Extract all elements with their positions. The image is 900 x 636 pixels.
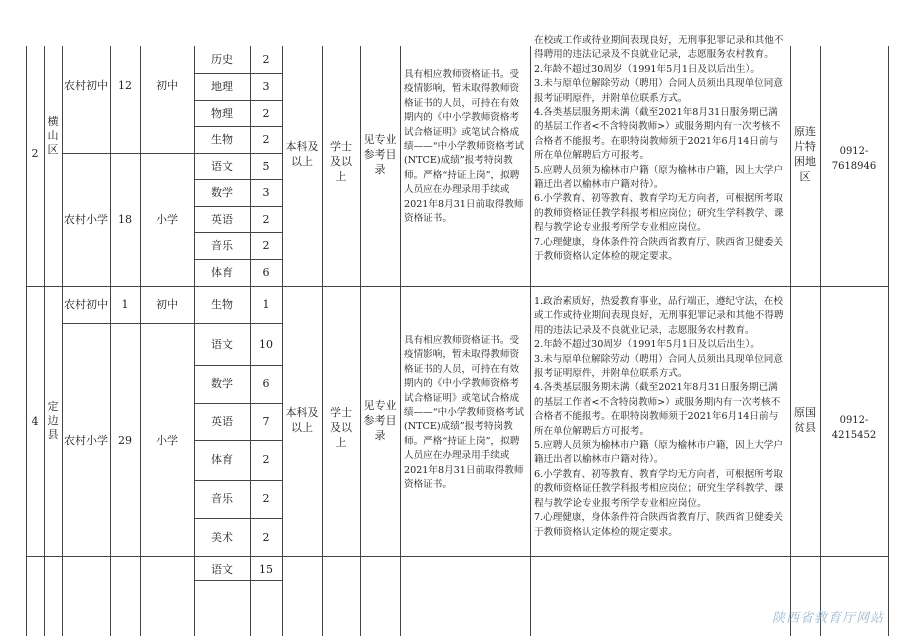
subject-count: 2 <box>262 213 270 226</box>
subject-name: 体育 <box>211 453 233 466</box>
subject-name: 物理 <box>211 107 233 120</box>
subject-name: 语文 <box>211 160 233 173</box>
subject-count: 6 <box>262 266 270 279</box>
condition-item: 2.年龄不超过30周岁（1991年5月1日及以后出生）。 <box>534 63 760 75</box>
school-type: 农村小学 <box>64 213 108 226</box>
condition-item: 3.未与原单位解除劳动（聘用）合同人员须出具现单位同意报考证明原件，并附单位联系方式。 <box>534 353 783 380</box>
school-level: 小学 <box>156 434 178 447</box>
subject-count: 2 <box>262 492 270 505</box>
subject-count: 2 <box>262 133 270 146</box>
condition-item: 3.未与原单位解除劳动（聘用）合同人员须出具现单位同意报考证明原件，并附单位联系方式。 <box>534 78 783 104</box>
subject-count: 2 <box>262 531 270 544</box>
subject-name: 生物 <box>211 133 233 146</box>
subject-name: 语文 <box>211 563 233 576</box>
subject-count: 5 <box>262 160 270 173</box>
subject-name: 音乐 <box>211 492 233 505</box>
school-level: 初中 <box>156 79 178 92</box>
county-name: 定边县 <box>47 400 59 441</box>
subject-count: 3 <box>262 80 270 93</box>
contact-phone: 0912-4215452 <box>831 415 877 441</box>
education-requirement: 本科及以上 <box>285 140 319 168</box>
subject-name: 英语 <box>211 415 233 428</box>
condition-item: 7.心理健康，身体条件符合陕西省教育厅、陕西省卫健委关于教师资格认定体检的规定要求。 <box>534 236 783 263</box>
school-count: 18 <box>118 213 132 226</box>
subject-count: 2 <box>262 53 270 66</box>
site-watermark: 陕西省教育厅网站 <box>771 611 884 626</box>
school-type: 农村小学 <box>64 434 108 447</box>
school-level: 初中 <box>156 298 178 311</box>
condition-item: 2.年龄不超过30周岁（1991年5月1日及以后出生）。 <box>534 339 760 351</box>
condition-item: 5.应聘人员须为榆林市户籍（原为榆林市户籍，因上大学户籍迁出者以榆林市户籍对待）。 <box>534 440 783 466</box>
subject-name: 语文 <box>211 338 233 351</box>
condition-item: 6.小学教育、初等教育、教育学均无方向者，可根据所考取的教师资格证任教学科报考相应岗位；研究生学科教学、课程与教学论专业报考所学专业相应岗位。 <box>534 468 784 509</box>
subject-count: 3 <box>262 186 270 199</box>
school-count: 29 <box>118 434 132 447</box>
subject-count: 2 <box>262 239 270 252</box>
condition-item: 6.小学教育、初等教育、教育学均无方向者，可根据所考取的教师资格证任教学科报考相应岗位；研究生学科教学、课程与教学论专业报考所学专业相应岗位。 <box>534 193 784 234</box>
conditions-list <box>534 295 786 540</box>
condition-item: 5.应聘人员须为榆林市户籍（原为榆林市户籍，因上大学户籍迁出者以榆林市户籍对待）。 <box>534 164 783 191</box>
row-index: 2 <box>31 147 39 160</box>
school-type: 农村初中 <box>64 298 108 311</box>
subject-name: 英语 <box>211 213 233 226</box>
qualification-text: 具有相应教师资格证书。受疫情影响，暂未取得教师资格证书的人员，可持在有效期内的《中小学教师资格考试合格证明》或笔试合格成绩——“中小学教师资格考试(NTCE)成绩”报考特岗教师。严格“持证上岗”，拟聘人员应在办理录用手续或2021年8月31日前取得教师资格证书。 <box>404 69 525 225</box>
subject-name: 美术 <box>211 531 233 544</box>
education-requirement: 本科及以上 <box>285 406 319 434</box>
condition-item: 4.各类基层服务期未满（截至2021年8月31日服务期已满的基层工作者<不含特岗教师>）或服务期内有一次考核不合格者不能报考。在职特岗教师须于2021年6月14日前与所在单位解聘后方可报考。 <box>534 382 781 437</box>
county-name: 横山区 <box>47 115 59 156</box>
school-level: 小学 <box>156 213 178 226</box>
conditions-list <box>534 34 786 265</box>
subject-name: 数学 <box>211 186 233 199</box>
qualification-text: 具有相应教师资格证书。受疫情影响，暂未取得教师资格证书的人员，可持在有效期内的《中小学教师资格考试合格证明》或笔试合格成绩——“中小学教师资格考试(NTCE)成绩”报考特岗教师。严格“持证上岗”，拟聘人员应在办理录用手续或2021年8月31日前取得教师资格证书。 <box>404 335 525 491</box>
subject-name: 生物 <box>211 298 233 311</box>
subject-name: 地理 <box>211 80 233 93</box>
subject-count: 2 <box>262 453 270 466</box>
condition-item: 1.政治素质好，热爱教育事业，品行端正，遵纪守法，在校或工作或待业期间表现良好，无刑事犯罪记录和其他不得聘用的违法记录及不良就业记录，志愿服务农村教育。 <box>534 296 784 336</box>
subject-name: 历史 <box>211 53 233 66</box>
degree-requirement: 学士及以上 <box>330 140 352 183</box>
subject-name: 数学 <box>211 377 233 390</box>
subject-name: 音乐 <box>211 239 233 252</box>
condition-item: 4.各类基层服务期未满（截至2021年8月31日服务期已满的基层工作者<不含特岗教师>）或服务期内有一次考核不合格者不能报考。在职特岗教师须于2021年6月14日前与所在单位解聘后方可报考。 <box>534 107 781 162</box>
subject-count: 7 <box>262 415 270 428</box>
subject-count: 10 <box>259 338 273 351</box>
school-count: 12 <box>118 79 132 92</box>
major-requirement: 见专业参考目录 <box>363 399 397 442</box>
degree-requirement: 学士及以上 <box>330 406 352 449</box>
area-type: 原国贫县 <box>794 406 816 434</box>
subject-count: 15 <box>259 563 273 576</box>
contact-phone: 0912-7618946 <box>831 146 877 172</box>
subject-count: 2 <box>262 107 270 120</box>
school-type: 农村初中 <box>64 79 108 92</box>
condition-item: 7.心理健康，身体条件符合陕西省教育厅、陕西省卫健委关于教师资格认定体检的规定要求。 <box>534 512 783 538</box>
subject-count: 1 <box>262 298 270 311</box>
area-type: 原连片特困地区 <box>794 125 816 183</box>
row-index: 4 <box>31 415 39 428</box>
school-count: 1 <box>121 298 129 311</box>
major-requirement: 见专业参考目录 <box>363 133 397 176</box>
subject-count: 6 <box>262 377 270 390</box>
subject-name: 体育 <box>211 266 233 279</box>
condition-item: 在校或工作或待业期间表现良好，无刑事犯罪记录和其他不得聘用的违法记录及不良就业记录，志愿服务农村教育。 <box>534 35 784 61</box>
